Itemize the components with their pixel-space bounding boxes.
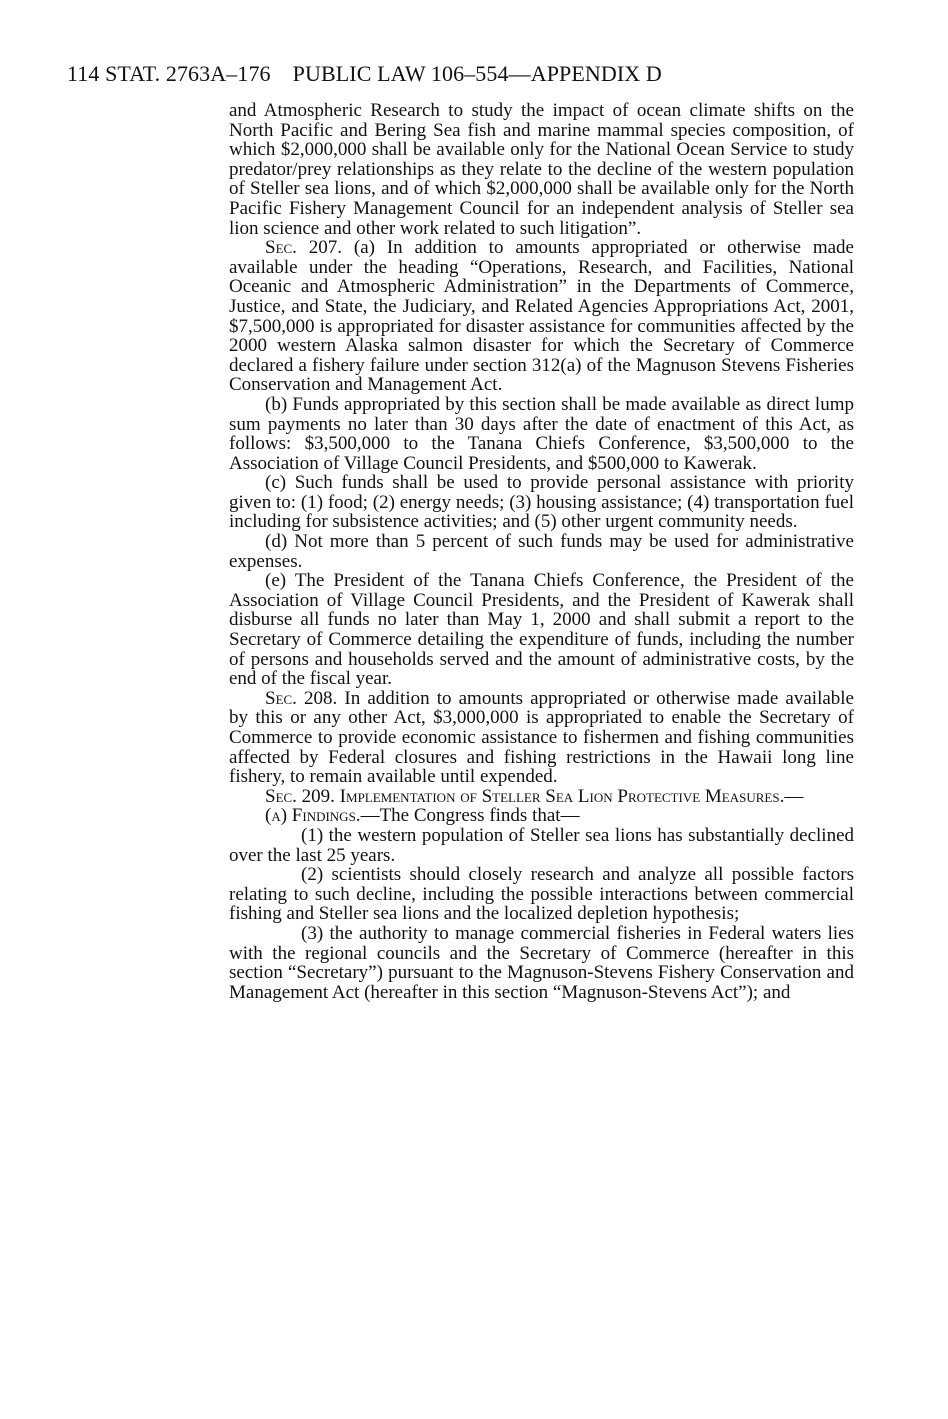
law-title: PUBLIC LAW 106–554—APPENDIX D [292, 61, 662, 86]
document-body [229, 101, 854, 1002]
section-heading-209: Sec. 209. Implementation of Steller Sea Lion Protective Measures.— [265, 785, 804, 807]
section-label: Sec. 207. [265, 237, 343, 259]
finding-item: (3) the authority to manage commercial fisheries in Federal waters lies with the regional councils and the Secretary of Commerce (hereafter in this section “Secretary”) pursuant to the Magnuson-Stevens Fishery Conservation and Management Act (hereafter in this section “Magnuson-Stevens Act”); and [229, 922, 854, 1003]
paragraph-continuation: and Atmospheric Research to study the impact of ocean climate shifts on the North Pacific and Bering Sea fish and marine mammal species composition, of which $2,000,000 shall be available only for the National Ocean Service to study predator/prey relationships as they relate to the decline of the western population of Steller sea lions, and of which $2,000,000 shall be available only for the North Pacific Fishery Management Council for an independent analysis of Steller sea lion science and other work related to such litigation”. [229, 100, 854, 239]
subsection-findings: (a) Findings.—The Congress finds that— [265, 805, 580, 827]
paragraph-207-b: (b) Funds appropriated by this section shall be made available as direct lump sum payments no later than 30 days after the date of enactment of this Act, as follows: $3,500,000 to the Tanana Chiefs Conference, $3,500,000 to the Association of Village Council Presidents, and $500,000 to Kawerak. [229, 393, 854, 474]
section-label: Sec. 208. [265, 687, 338, 709]
paragraph-sec-207: Sec. 207. (a) In addition to amounts appropriated or otherwise made available under the heading “Operations, Research, and Facilities, National Oceanic and Atmospheric Administration” in the Departments of Commerce, Justice, and State, the Judiciary, and Related Agencies Appropriations Act, 2001, $7,500,000 is appropriated for disaster assistance for communities affected by the 2000 western Alaska salmon disaster for which the Secretary of Commerce declared a fishery failure under section 312(a) of the Magnuson Stevens Fisheries Conservation and Management Act. [229, 237, 854, 396]
paragraph-sec-208: Sec. 208. In addition to amounts appropriated or otherwise made available by this or any other Act, $3,000,000 is appropriated to enable the Secretary of Commerce to provide economic assistance to fishermen and fishing communities affected by Federal closures and fishing restrictions in the Hawaii long line fishery, to remain available until expended. [229, 687, 854, 788]
paragraph-207-e: (e) The President of the Tanana Chiefs Conference, the President of the Association of Village Council Presidents, and the President of Kawerak shall disburse all funds no later than May 1, 2000 and shall submit a report to the Secretary of Commerce detailing the expenditure of funds, including the number of persons and households served and the amount of administrative costs, by the end of the fiscal year. [229, 570, 854, 690]
finding-item: (1) the western population of Steller sea lions has substantially declined over the last 25 years. [229, 824, 854, 866]
section-title: Sec. 209. Implementation of Steller Sea Lion Protective Measures. [265, 785, 785, 807]
subsection-label: (a) Findings. [265, 805, 361, 827]
finding-item: (2) scientists should closely research and analyze all possible factors relating to such decline, including the possible interactions between commercial fishing and Steller sea lions and the localized depletion hypothesis; [229, 864, 854, 925]
paragraph-207-c: (c) Such funds shall be used to provide personal assistance with priority given to: (1) food; (2) energy needs; (3) housing assistance; (4) transportation fuel including for subsistence activities; and (5) other urgent community needs. [229, 472, 854, 533]
statute-citation: 114 STAT. 2763A–176 [67, 61, 271, 86]
paragraph-207-d: (d) Not more than 5 percent of such funds may be used for administrative expenses. [229, 531, 854, 572]
page-header [67, 61, 662, 87]
